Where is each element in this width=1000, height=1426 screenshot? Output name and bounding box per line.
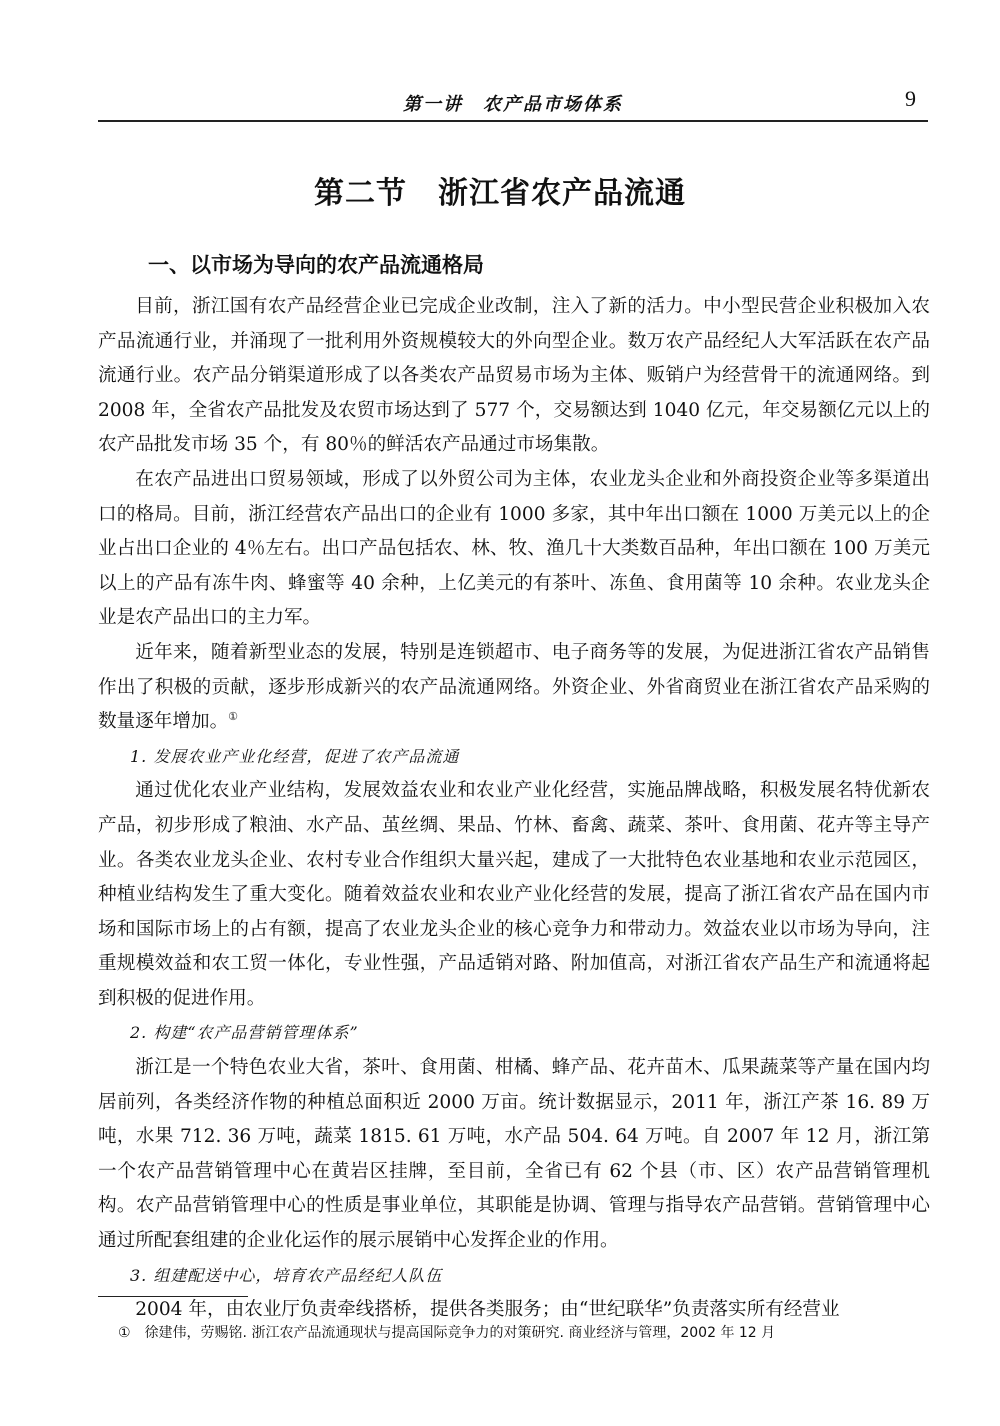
paragraph-3 xyxy=(98,636,930,740)
paragraph-2: 在农产品进出口贸易领域，形成了以外贸公司为主体，农业龙头企业和外商投资企业等多渠道出口的格局。目前，浙江经营农产品出口的企业有 1000 多家，其中年出口额在 1000 万美元以上的企业占出口企业的 4％左右。出口产品包括农、林、牧、渔几十大类数百品种，年出口额在 100 万美元以上的产品有冻牛肉、蜂蜜等 40 余种，上亿美元的有茶叶、冻鱼、食用菌等 10 余种。农业龙头企业是农产品出口的主力军。 xyxy=(98,468,930,629)
body-text xyxy=(98,290,930,1328)
subsection-title: 一、以市场为导向的农产品流通格局 xyxy=(148,253,484,277)
footnote-reference[interactable]: ① xyxy=(228,709,239,723)
page-number: 9 xyxy=(905,86,916,111)
paragraph-1: 目前，浙江国有农产品经营企业已完成企业改制，注入了新的活力。中小型民营企业积极加入农产品流通行业，并涌现了一批利用外资规模较大的外向型企业。数万农产品经纪人大军活跃在农产品流通行业。农产品分销渠道形成了以各类农产品贸易市场为主体、贩销户为经营骨干的流通网络。到 2008 年，全省农产品批发及农贸市场达到了 577 个，交易额达到 1040 亿元，年交易额亿元以上的农产品批发市场 35 个，有 80％的鲜活农产品通过市场集散。 xyxy=(98,296,930,456)
header-title: 第一讲 农产品市场体系 xyxy=(403,94,623,115)
paragraph-4: 通过优化农业产业结构，发展效益农业和农业产业化经营，实施品牌战略，积极发展名特优新农产品，初步形成了粮油、水产品、茧丝绸、果品、竹林、畜禽、蔬菜、茶叶、食用菌、花卉等主导产业。各类农业龙头企业、农村专业合作组织大量兴起，建成了一大批特色农业基地和农业示范园区，种植业结构发生了重大变化。随着效益农业和农业产业化经营的发展，提高了浙江省农产品在国内市场和国际市场上的占有额，提高了农业龙头企业的核心竞争力和带动力。效益农业以市场为导向，注重规模效益和农工贸一体化，专业性强，产品适销对路、附加值高，对浙江省农产品生产和流通将起到积极的促进作用。 xyxy=(98,780,930,1009)
footnote-rule xyxy=(98,1296,248,1297)
running-header xyxy=(98,82,928,122)
item-heading-3: 3. 组建配送中心，培育农产品经纪人队伍 xyxy=(130,1265,443,1285)
paragraph-5: 浙江是一个特色农业大省，茶叶、食用菌、柑橘、蜂产品、花卉苗木、瓜果蔬菜等产量在国内均居前列，各类经济作物的种植总面积近 2000 万亩。统计数据显示，2011 年，浙江产茶 16. 89 万吨，水果 712. 36 万吨，蔬菜 1815. 61 万吨，水产品 504. 64 万吨。自 2007 年 12 月，浙江第一个农产品营销管理中心在黄岩区挂牌，至目前，全省已有 62 个县（市、区）农产品营销管理机构。农产品营销管理中心的性质是事业单位，其职能是协调、管理与指导农产品营销。营销管理中心通过所配套组建的企业化运作的展示展销中心发挥企业的作用。 xyxy=(98,1057,930,1252)
header-rule xyxy=(98,120,928,122)
paragraph-3-text: 近年来，随着新型业态的发展，特别是连锁超市、电子商务等的发展，为促进浙江省农产品销售作出了积极的贡献，逐步形成新兴的农产品流通网络。外资企业、外省商贸业在浙江省农产品采购的数量逐年增加。 xyxy=(98,641,930,733)
item-heading-1: 1. 发展农业产业化经营，促进了农产品流通 xyxy=(130,746,460,766)
footnote xyxy=(118,1322,775,1342)
item-heading-2: 2. 构建“农产品营销管理体系” xyxy=(130,1023,359,1043)
paragraph-6: 2004 年，由农业厅负责牵线搭桥，提供各类服务；由“世纪联华”负责落实所有经营业 xyxy=(135,1299,840,1321)
section-title: 第二节 浙江省农产品流通 xyxy=(314,176,686,211)
footnote-text: 徐建伟，劳赐铭. 浙江农产品流通现状与提高国际竞争力的对策研究. 商业经济与管理，2002 年 12 月 xyxy=(144,1325,776,1341)
footnote-mark: ① xyxy=(118,1325,131,1341)
